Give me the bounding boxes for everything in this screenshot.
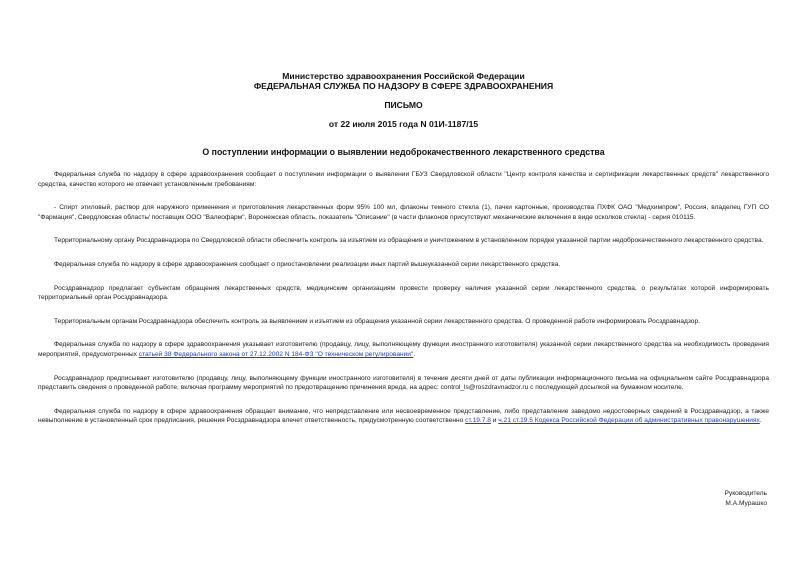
signatory-position: Руководитель — [724, 490, 767, 497]
paragraph-text: и — [490, 417, 499, 425]
paragraph-liability — [38, 407, 769, 426]
paragraph-text: . — [413, 350, 416, 358]
document-type: ПИСЬМО — [384, 100, 423, 110]
paragraph-text: . — [759, 417, 762, 425]
ministry-name: Министерство здравоохранения Российской Федерации — [282, 71, 525, 81]
paragraph-prescription: Росздравнадзор предписывает изготовителю (продавцу, лицу, выполняющему функции иностранного изготовителя) в течение десяти дней от даты публикации информационного письма на официальном сайте Росздравнадзора представить сведения о проведенной работе, включая программу мероприятий по предотвращению причинения вреда, на адрес: control_ls@roszdravnadzor.ru с последующей досылкой на бумажном носителе. — [38, 374, 769, 392]
service-name: ФЕДЕРАЛЬНАЯ СЛУЖБА ПО НАДЗОРУ В СФЕРЕ ЗДРАВООХРАНЕНИЯ — [253, 81, 554, 91]
signature-block — [725, 489, 767, 509]
paragraph-manufacturer-measures — [38, 340, 769, 359]
code-article-link[interactable]: ст.19.7.8 — [465, 417, 491, 425]
paragraph-text: Федеральная служба по надзору в сфере здравоохранения указывает изготовителю (продавцу, лицу, выполняющему функции иностранного изготовителя) указанной серии лекарственного средства на необходимость проведения мероприятий, предусмотренных — [38, 341, 769, 358]
paragraph-suspension: Федеральная служба по надзору в сфере здравоохранения сообщает о приостановлении реализации иных партий вышеуказанной серии лекарственного средства. — [54, 260, 561, 268]
paragraph-check-proposal: Росздравнадзор предлагает субъектам обращения лекарственных средств, медицинским организациям провести проверку наличия указанной серии лекарственного средства, о результатах которой информировать территориальный орган Росздравнадзора. — [38, 284, 769, 302]
code-article-link-2[interactable]: ч.21 ст.19.5 Кодекса Российской Федерации об административных правонарушениях — [498, 417, 760, 425]
law-article-link[interactable]: статьей 38 Федерального закона от 27.12.2002 N 184-ФЗ "О техническом регулировании" — [138, 350, 414, 358]
paragraph-territorial-control: Территориальному органу Росздравнадзора по Свердловской области обеспечить контроль за изъятием из обращения и уничтожением в установленном порядке указанной партии недоброкачественного лекарственного средства. — [54, 237, 764, 245]
document-title: О поступлении информации о выявлении недоброкачественного лекарственного средства — [202, 147, 605, 157]
signatory-name: М.А.Мурашко — [725, 500, 767, 507]
paragraph-intro: Федеральная служба по надзору в сфере здравоохранения сообщает о поступлении информации о выявлении ГБУЗ Свердловской области "Центр контроля качества и сертификации лекарственных средств" лекарственного средства, качество которого не отвечает установленным требованиям: — [38, 171, 769, 188]
document-number: от 22 июля 2015 года N 01И-1187/15 — [328, 119, 479, 129]
document-body — [38, 170, 769, 440]
paragraph-text: Федеральная служба по надзору в сфере здравоохранения обращает внимание, что непредставление или несвоевременное представление, либо представление заведомо недостоверных сведений в Росздравнадзор, а также невыполнение в установленный срок предписания, решения Росздравнадзора влечет ответственность, предусмотренную соответственно — [38, 407, 769, 425]
paragraph-product: - Спирт этиловый, раствор для наружного применения и приготовления лекарственных форм 95% 100 мл, флаконы темного стекла (1), пачки картонные, производства ПХФК ОАО "Медхимпром", Россия, владелец ГУП СО "Фармация", Свердловская область/ поставщик ООО "Валеофарм", Воронежская область, показатель "Описание" (в части флаконов присутствуют механические включения в виде осколков стекла) - серия 010115. — [38, 204, 769, 221]
paragraph-withdrawal-control: Территориальным органам Росздравнадзора обеспечить контроль за выявлением и изъятием из обращения указанной серии лекарственного средства. О проведенной работе информировать Росздравнадзор. — [54, 317, 700, 325]
